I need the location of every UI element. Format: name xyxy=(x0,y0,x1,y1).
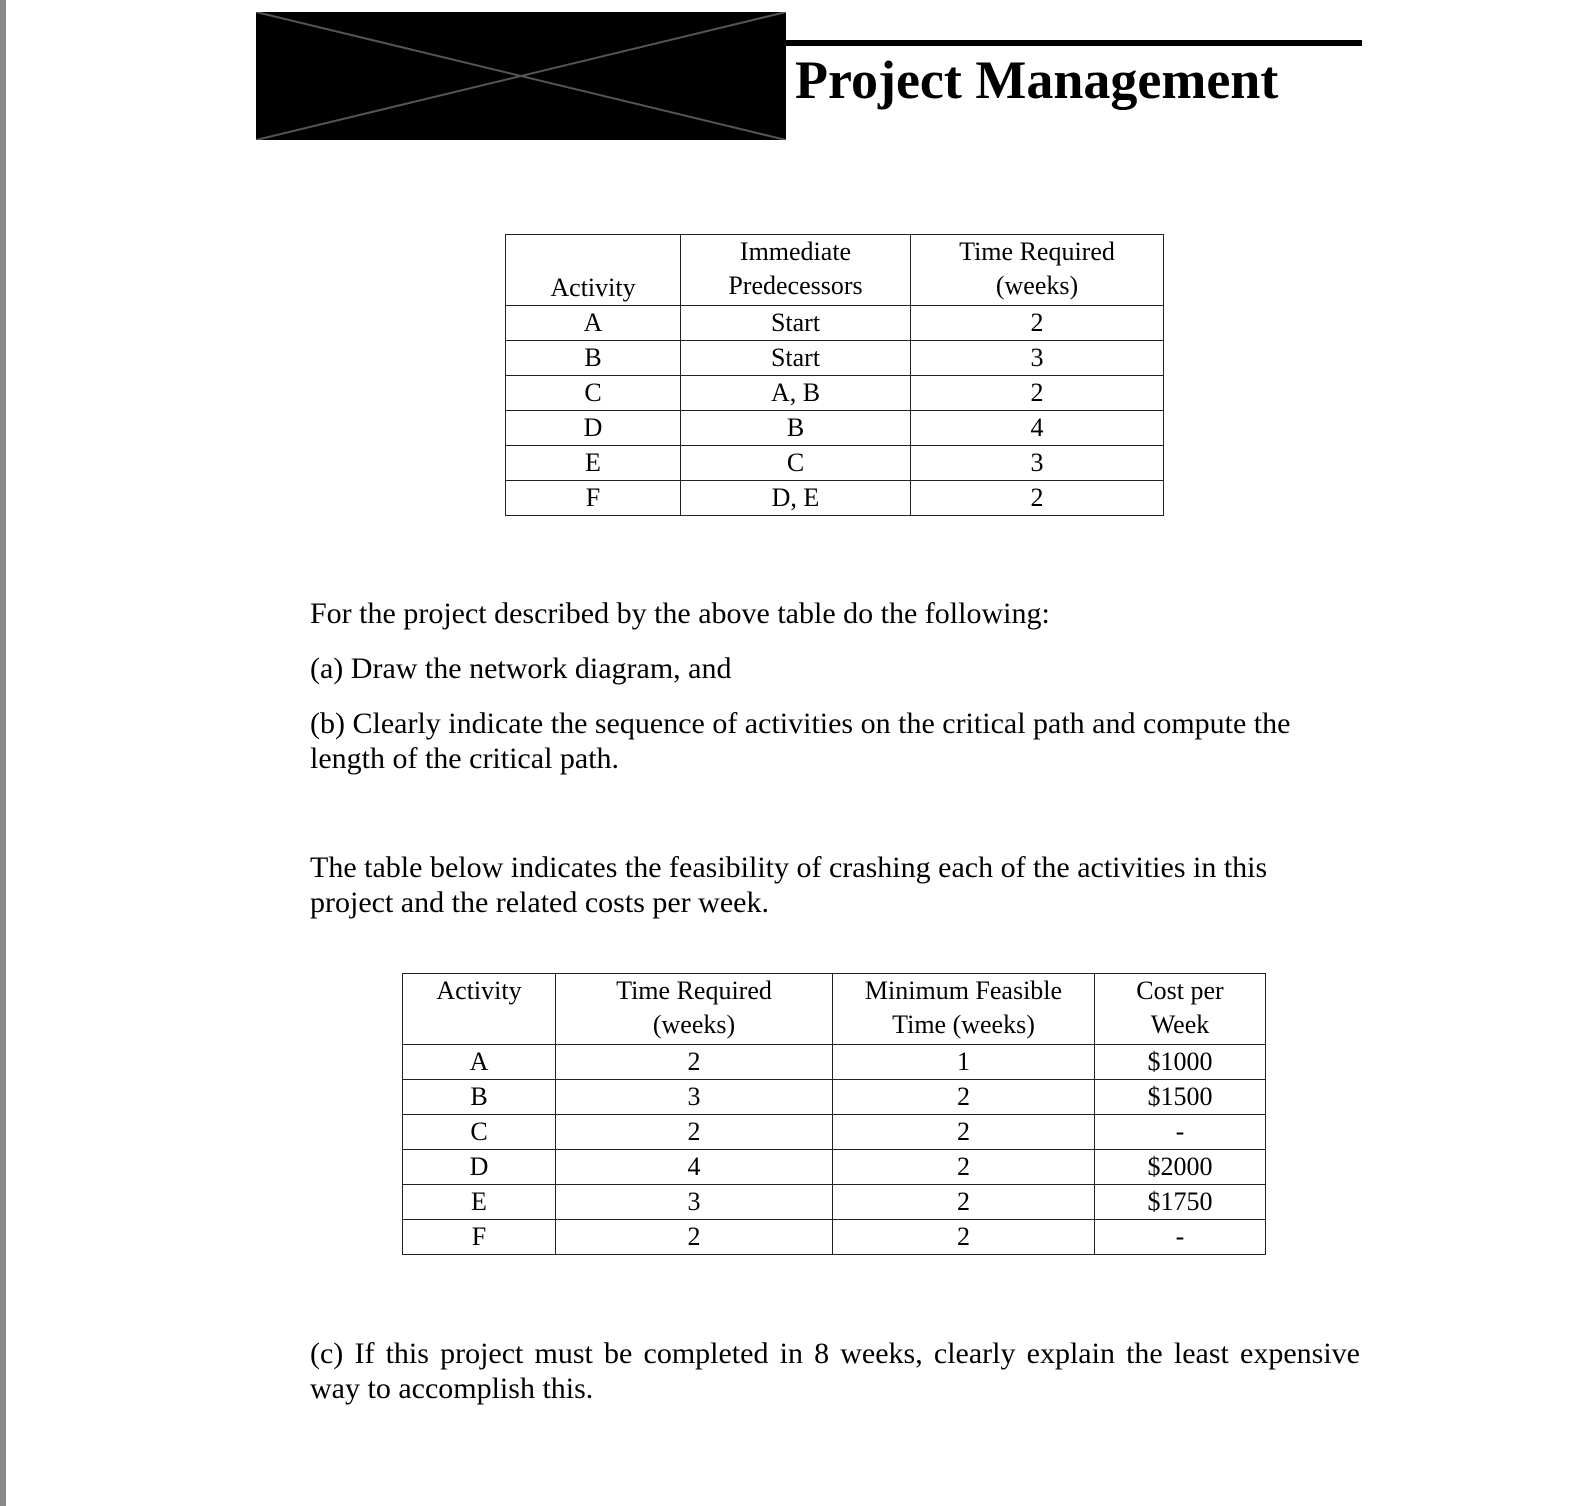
table-row: C A, B 2 xyxy=(506,376,1164,411)
header-time-required: Time Required (weeks) xyxy=(911,235,1164,306)
table-row: C 2 2 - xyxy=(403,1115,1266,1150)
table-row: B Start 3 xyxy=(506,341,1164,376)
page-left-edge xyxy=(0,0,6,1506)
activity-table xyxy=(505,234,1164,516)
header-predecessors: Immediate Predecessors xyxy=(681,235,911,306)
title-rule xyxy=(786,40,1362,46)
table-row: E 3 2 $1750 xyxy=(403,1185,1266,1220)
table-row: F 2 2 - xyxy=(403,1220,1266,1255)
redaction-cross-icon xyxy=(256,12,786,140)
intro-text: For the project described by the above table do the following: xyxy=(310,597,1050,630)
part-b-text: (b) Clearly indicate the sequence of activities on the critical path and compute the length of the critical path. xyxy=(310,707,1291,775)
redacted-logo-box xyxy=(256,12,786,140)
table-header-row xyxy=(506,235,1164,306)
header-activity: Activity xyxy=(403,974,556,1045)
table-row: E C 3 xyxy=(506,446,1164,481)
table-row: A 2 1 $1000 xyxy=(403,1045,1266,1080)
table-row: D 4 2 $2000 xyxy=(403,1150,1266,1185)
table-row: F D, E 2 xyxy=(506,481,1164,516)
header-cost-per-week: Cost per Week xyxy=(1095,974,1266,1045)
crash-intro-text: The table below indicates the feasibility of crashing each of the activities in this project and the related costs per week. xyxy=(310,851,1268,919)
header-minimum-time: Minimum Feasible Time (weeks) xyxy=(833,974,1095,1045)
page-title: Project Management xyxy=(795,50,1279,110)
part-a-text: (a) Draw the network diagram, and xyxy=(310,652,732,685)
crashing-table xyxy=(402,973,1266,1255)
table-row: A Start 2 xyxy=(506,306,1164,341)
header-activity: Activity xyxy=(506,235,681,306)
table-row: B 3 2 $1500 xyxy=(403,1080,1266,1115)
part-c-text: (c) If this project must be completed in 8 weeks, clearly explain the least expensive way to accomplish this. xyxy=(310,1337,1360,1405)
table-header-row xyxy=(403,974,1266,1045)
header-time-required: Time Required (weeks) xyxy=(556,974,833,1045)
table-row: D B 4 xyxy=(506,411,1164,446)
